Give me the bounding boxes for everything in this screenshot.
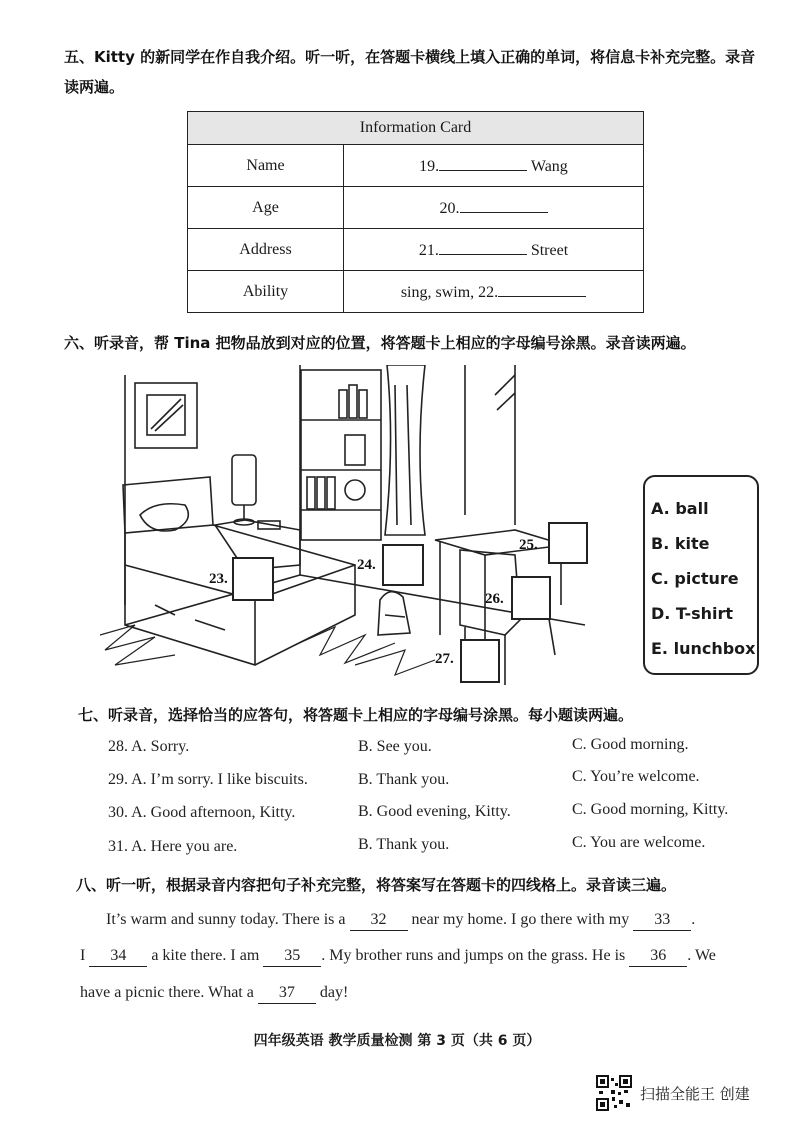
option-b: B. kite [651,534,710,553]
row-value[interactable]: sing, swim, 22. [344,271,644,313]
box-label-25: 25. [519,537,538,553]
q31-option-b[interactable]: B. Thank you. [358,836,450,853]
passage-line-2: I 34 a kite there. I am 35 . My brother runs and jumps on the grass. He is 36 . We [80,946,780,967]
section8-instruction: 八、听一听，根据录音内容把句子补充完整，将答案写在答题卡的四线格上。录音读三遍。 [76,876,677,894]
passage-line-3: have a picnic there. What a 37 day! [80,983,780,1004]
box-label-26: 26. [485,591,504,607]
answer-box-25[interactable] [549,523,587,563]
answer-blank-34[interactable]: 34 [89,946,147,967]
table-row [188,271,644,313]
option-e: E. lunchbox [651,639,756,658]
answer-blank[interactable] [498,282,586,297]
answer-blank[interactable] [439,240,527,255]
q28-option-c[interactable]: C. Good morning. [572,736,689,753]
window-icon [465,365,515,525]
row-label: Age [188,187,344,229]
qr-code-icon [596,1075,632,1111]
answer-box-24[interactable] [383,545,423,585]
bookshelf-icon [301,370,381,540]
picture-frame-icon [135,383,197,448]
q31-option-c[interactable]: C. You are welcome. [572,834,706,851]
table-row [188,187,644,229]
scanner-text: 扫描全能王 创建 [640,1085,750,1103]
answer-box-27[interactable] [461,640,499,682]
q31-option-a[interactable]: 31. A. Here you are. [108,838,238,855]
q30-option-c[interactable]: C. Good morning, Kitty. [572,801,729,818]
q29-option-c[interactable]: C. You’re welcome. [572,768,700,785]
information-card [187,111,644,313]
answer-box-26[interactable] [512,577,550,619]
bedroom-illustration [95,365,625,685]
box-label-23: 23. [209,571,228,587]
q29-option-a[interactable]: 29. A. I’m sorry. I like biscuits. [108,771,308,788]
section6-instruction: 六、听录音，帮 Tina 把物品放到对应的位置，将答题卡上相应的字母编号涂黑。录音读两遍。 [64,334,696,352]
table-row [188,229,644,271]
section5-instruction: 五、Kitty 的新同学在作自我介绍。听一听，在答题卡横线上填入正确的单词，将信息卡补充完整。录音读两遍。 [64,48,756,96]
answer-blank[interactable] [460,198,548,213]
passage-line-1: It’s warm and sunny today. There is a 32 near my home. I go there with my 33 . [106,910,786,931]
curtain-icon [385,365,425,535]
q30-option-a[interactable]: 30. A. Good afternoon, Kitty. [108,804,296,821]
table-row [188,145,644,187]
options-panel [643,475,759,675]
answer-blank-35[interactable]: 35 [263,946,321,967]
option-a: A. ball [651,499,709,518]
answer-blank-37[interactable]: 37 [258,983,316,1004]
option-d: D. T-shirt [651,604,734,623]
answer-box-23[interactable] [233,558,273,600]
answer-blank[interactable] [439,156,527,171]
box-label-24: 24. [357,557,376,573]
page-footer: 四年级英语 教学质量检测 第 3 页（共 6 页） [253,1033,541,1049]
lamp-icon [232,455,256,525]
row-value[interactable]: 20. [344,187,644,229]
box-label-27: 27. [435,651,454,667]
card-title: Information Card [188,112,644,145]
q29-option-b[interactable]: B. Thank you. [358,771,450,788]
answer-blank-36[interactable]: 36 [629,946,687,967]
row-label: Address [188,229,344,271]
schoolbag-icon [378,592,410,635]
q30-option-b[interactable]: B. Good evening, Kitty. [358,803,511,820]
row-label: Ability [188,271,344,313]
pillow-icon [140,504,188,531]
q28-option-a[interactable]: 28. A. Sorry. [108,738,190,755]
answer-blank-32[interactable]: 32 [350,910,408,931]
option-c: C. picture [651,569,739,588]
answer-blank-33[interactable]: 33 [633,910,691,931]
row-label: Name [188,145,344,187]
row-value[interactable]: 21. Street [344,229,644,271]
row-value[interactable]: 19. Wang [344,145,644,187]
section7-instruction: 七、听录音，选择恰当的应答句，将答题卡上相应的字母编号涂黑。每小题读两遍。 [78,706,634,724]
q28-option-b[interactable]: B. See you. [358,738,432,755]
